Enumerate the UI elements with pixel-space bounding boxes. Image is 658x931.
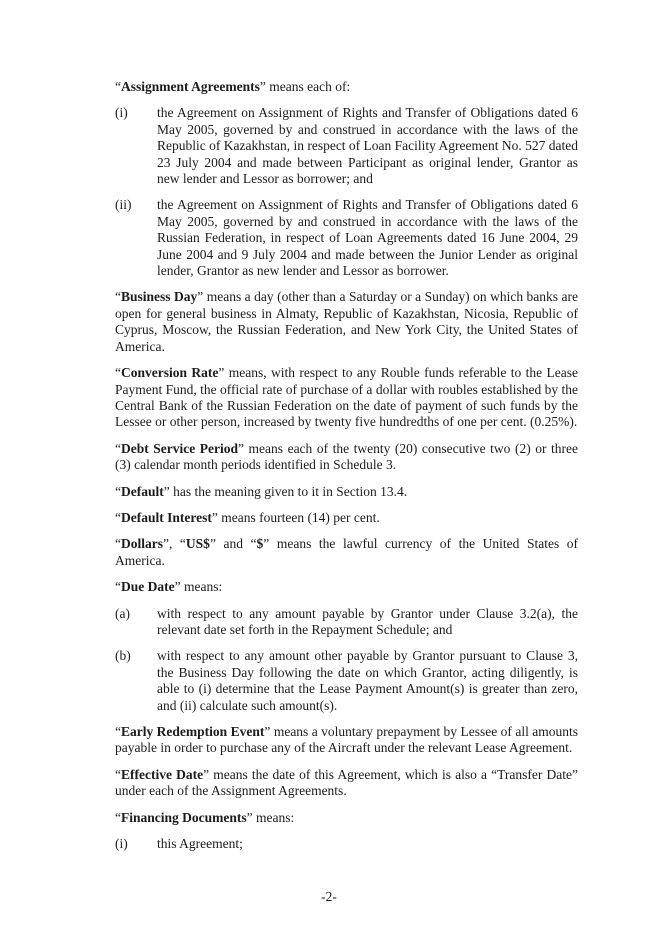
text-run: ” means: [246,809,295,825]
page-number: -2- [321,889,337,904]
defined-term: Default [121,483,164,499]
text-run: ” means each of: [259,79,351,94]
text-run: “ [115,509,121,525]
definition-paragraph [115,365,578,431]
definition-paragraph [115,289,578,355]
text-run: “ [115,289,121,305]
definition-paragraph [115,441,578,474]
text-run: “ [115,440,121,456]
text-run: ” has the meaning given to it in Section 13.4. [163,483,408,499]
definition-paragraph [115,579,578,595]
list-item-text [157,197,578,279]
defined-term: Due Date [121,579,175,595]
text-run: “ [115,79,121,94]
list-item [115,836,578,852]
list-item-text [157,105,578,187]
defined-term: Effective Date [121,766,204,782]
text-run: with respect to any amount other payable by Grantor pursuant to Clause 3, the Business Day following the date on which Grantor, acting diligently, is able to (i) determine that the Lease Payment Amount(s) is greater than zero, and (ii) calculate such amount(s). [157,648,578,713]
text-run: this Agreement; [157,836,243,852]
list-item-label: (ii) [115,197,132,213]
text-run: ” means the lawful currency of the United States of America. [115,536,578,568]
defined-term: Business Day [121,289,198,305]
text-run: ” and “ [209,536,257,552]
text-run: ” means a voluntary prepayment by Lessee of all amounts payable in order to purchase any of the Aircraft under the relevant Lease Agreement. [115,724,579,756]
definition-paragraph [115,79,578,95]
list-item-text [157,648,578,714]
list-item [115,606,578,639]
text-run: ” means a day (other than a Saturday or a Sunday) on which banks are open for general business in Almaty, Republic of Kazakhstan, Nicosia, Republic of Cyprus, Moscow, the Russian Federation, and New York City, the United States of America. [115,289,578,354]
text-run: the Agreement on Assignment of Rights and Transfer of Obligations dated 6 May 2005, governed by and construed in accordance with the laws of the Russian Federation, in respect of Loan Agreements dated 16 June 2004, 29 June 2004 and 9 July 2004 and made between the Junior Lender as original lender, Grantor as new lender and Lessor as borrower. [157,197,578,279]
text-run: “ [115,365,121,381]
list-item-label: (b) [115,648,131,664]
text-run: ”, “ [163,536,186,552]
definition-paragraph [115,810,578,826]
defined-term: Conversion Rate [121,365,219,381]
text-run: “ [115,809,121,825]
text-run: ” means the date of this Agreement, which is also a “Transfer Date” under each of the Assignment Agreements. [115,766,578,799]
defined-term: Debt Service Period [121,440,239,456]
definition-paragraph [115,484,578,500]
text-run: with respect to any amount payable by Grantor under Clause 3.2(a), the relevant date set forth in the Repayment Schedule; and [157,605,578,637]
defined-term: Assignment Agreements [121,79,260,94]
text-run: “ [115,483,121,499]
text-run: ” means: [174,579,223,595]
text-run: ” means, with respect to any Rouble funds referable to the Lease Payment Fund, the official rate of purchase of a dollar with roubles established by the Central Bank of the Russian Federation on the date of payment of such funds by the Lessee or other person, increased by twenty five hundredths of one per cent. (0.25%). [115,365,578,430]
defined-term: Financing Documents [121,809,247,825]
defined-term: $ [256,536,264,552]
defined-term: Early Redemption Event [121,724,265,739]
list-item-label: (i) [115,105,128,121]
list-item [115,197,578,279]
list-item-label: (i) [115,836,128,852]
text-run: ” means each of the twenty (20) consecutive two (2) or three (3) calendar month periods identified in Schedule 3. [115,440,578,473]
list-item [115,105,578,187]
list-item-text [157,606,578,639]
list-item [115,648,578,714]
definition-paragraph [115,767,578,800]
definition-paragraph [115,510,578,526]
definition-paragraph [115,536,578,569]
list-item-label: (a) [115,605,130,621]
definition-paragraph [115,724,578,757]
text-run: “ [115,766,121,782]
document-body [115,79,578,862]
text-run: “ [115,536,121,552]
text-run: the Agreement on Assignment of Rights and Transfer of Obligations dated 6 May 2005, governed by and construed in accordance with the laws of the Republic of Kazakhstan, in respect of Loan Facility Agreement No. 527 dated 23 July 2004 and made between Participant as original lender, Grantor as new lender and Lessor as borrower; and [157,105,578,187]
text-run: “ [115,579,121,595]
text-run: ” means fourteen (14) per cent. [211,509,380,525]
list-item-text [157,836,578,852]
defined-term: US$ [185,536,210,552]
defined-term: Dollars [121,536,163,552]
text-run: “ [115,724,121,739]
defined-term: Default Interest [121,509,212,525]
